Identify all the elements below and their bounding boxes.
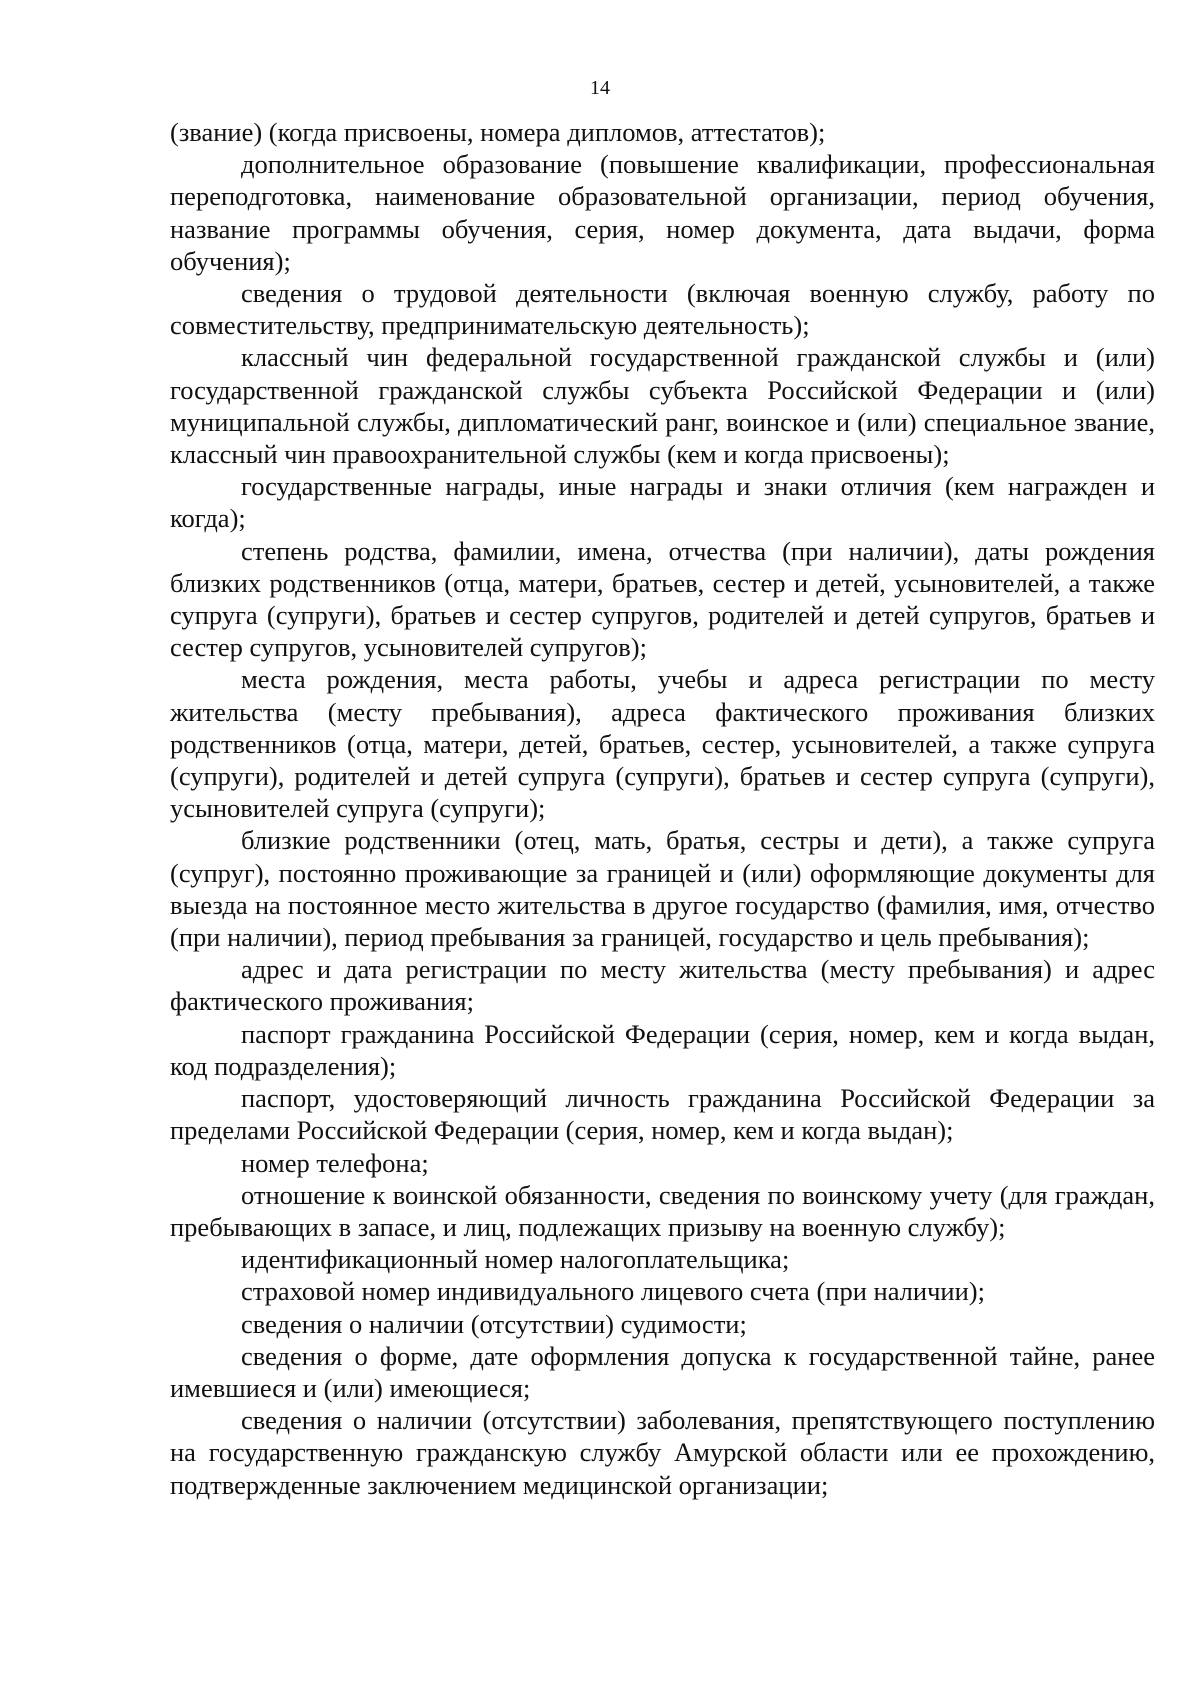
paragraph-class-rank: классный чин федеральной государственной гражданской службы и (или) государственной гражданской службы субъекта Российской Федерации и (или) муниципальной службы, дипломатический ранг, воинское и (или) специальное звание, классный чин правоохранительной службы (кем и когда присвоены); (170, 342, 1155, 470)
paragraph-additional-education: дополнительное образование (повышение квалификации, профессиональная переподготовка, наименование образовательной организации, период обучения, название программы обучения, серия, номер документа, дата выдачи, форма обучения); (170, 149, 1155, 276)
paragraph-relatives-abroad: близкие родственники (отец, мать, братья, сестры и дети), а также супруга (супруг), постоянно проживающие за границей и (или) оформляющие документы для выезда на постоянное место жительства в другое государство (фамилия, имя, отчество (при наличии), период пребывания за границей, государство и цель пребывания); (170, 825, 1155, 953)
paragraph-work-history: сведения о трудовой деятельности (включая военную службу, работу по совместительству, предпринимательскую деятельность); (170, 278, 1155, 341)
paragraph-awards: государственные награды, иные награды и знаки отличия (кем награжден и когда); (170, 471, 1155, 534)
page-number: 14 (590, 77, 610, 99)
document-body (170, 116, 1155, 1501)
paragraph-snils: страховой номер индивидуального лицевого счета (при наличии); (241, 1276, 985, 1307)
paragraph-inn: идентификационный номер налогоплательщика; (241, 1244, 790, 1275)
paragraph-state-secret: сведения о форме, дате оформления допуска к государственной тайне, ранее имевшиеся и (или) имеющиеся; (170, 1340, 1155, 1403)
paragraph-relatives-addresses: места рождения, места работы, учебы и адреса регистрации по месту жительства (месту пребывания), адреса фактического проживания близких родственников (отца, матери, детей, братьев, сестер, усыновителей, а также супруга (супруги), родителей и детей супруга (супруги), братьев и сестер супруга (супруги), усыновителей супруга (супруги); (170, 664, 1155, 824)
paragraph-medical: сведения о наличии (отсутствии) заболевания, препятствующего поступлению на государственную гражданскую службу Амурской области или ее прохождению, подтвержденные заключением медицинской организации; (170, 1405, 1155, 1500)
paragraph-passport: паспорт гражданина Российской Федерации (серия, номер, кем и когда выдан, код подразделения); (170, 1018, 1155, 1081)
paragraph-registration-address: адрес и дата регистрации по месту жительства (месту пребывания) и адрес фактического проживания; (170, 954, 1155, 1017)
paragraph-continuation: (звание) (когда присвоены, номера дипломов, аттестатов); (170, 117, 826, 147)
paragraph-criminal-record: сведения о наличии (отсутствии) судимости; (241, 1308, 747, 1339)
paragraph-military: отношение к воинской обязанности, сведения по воинскому учету (для граждан, пребывающих в запасе, и лиц, подлежащих призыву на военную службу); (170, 1179, 1155, 1242)
paragraph-foreign-passport: паспорт, удостоверяющий личность гражданина Российской Федерации за пределами Российской Федерации (серия, номер, кем и когда выдан); (170, 1083, 1155, 1146)
paragraph-relatives: степень родства, фамилии, имена, отчества (при наличии), даты рождения близких родственников (отца, матери, братьев, сестер и детей, усыновителей, а также супруга (супруги), братьев и сестер супругов, родителей и детей супругов, братьев и сестер супругов, усыновителей супругов); (170, 535, 1155, 663)
paragraph-phone: номер телефона; (241, 1147, 429, 1178)
